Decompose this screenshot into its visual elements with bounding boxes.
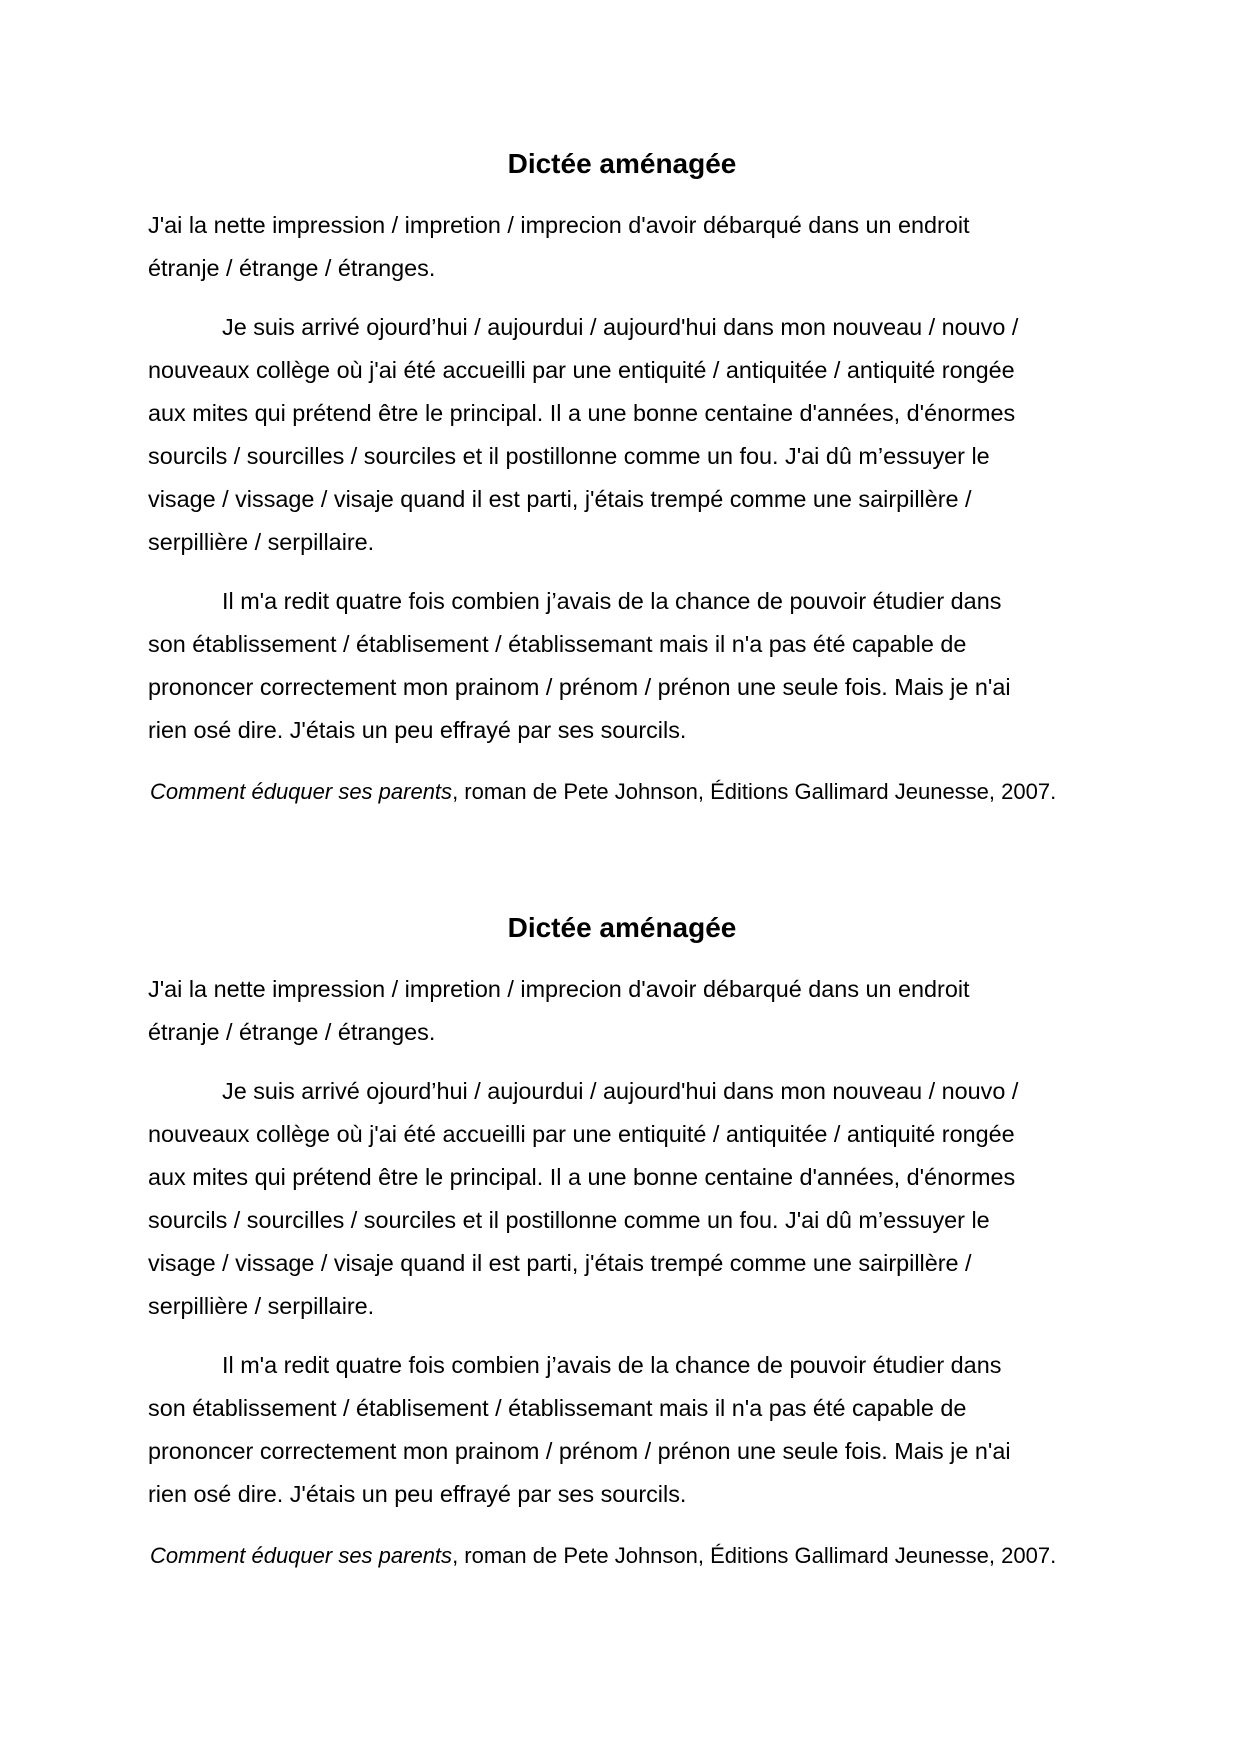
dictation-section-1 [148,142,1096,810]
text-line-indented [148,306,1096,349]
text-line: visage / vissage / visaje quand il est parti, j'étais trempé comme une sairpillère / [148,1250,972,1276]
text-line: son établissement / établisement / établissemant mais il n'a pas été capable de [148,1395,967,1421]
citation-details: , roman de Pete Johnson, Éditions Gallimard Jeunesse, 2007. [452,779,1057,804]
text-line: aux mites qui prétend être le principal. Il a une bonne centaine d'années, d'énormes [148,1164,1016,1190]
text-line: Il m'a redit quatre fois combien j’avais de la chance de pouvoir étudier dans [222,588,1002,614]
text-line: serpillière / serpillaire. [148,529,375,555]
text-line-indented [148,1070,1096,1113]
intro-paragraph [148,968,1096,1054]
paragraph-2 [148,1344,1096,1516]
text-line: prononcer correctement mon prainom / prénom / prénon une seule fois. Mais je n'ai [148,1438,1011,1464]
dictation-section-2 [148,906,1096,1574]
paragraph-1 [148,306,1096,564]
section-title: Dictée aménagée [507,912,737,943]
section-title: Dictée aménagée [507,148,737,179]
text-line: sourcils / sourcilles / sourciles et il postillonne comme un fou. J'ai dû m’essuyer le [148,443,990,469]
source-citation [148,774,1096,810]
text-line: rien osé dire. J'étais un peu effrayé par ses sourcils. [148,717,687,743]
text-line: Je suis arrivé ojourd’hui / aujourdui / aujourd'hui dans mon nouveau / nouvo / [222,314,1019,340]
text-line: J'ai la nette impression / impretion / imprecion d'avoir débarqué dans un endroit [148,976,970,1002]
text-line: serpillière / serpillaire. [148,1293,375,1319]
source-citation [148,1538,1096,1574]
text-line-indented [148,580,1096,623]
paragraph-1 [148,1070,1096,1328]
text-line: étranje / étrange / étranges. [148,1019,436,1045]
text-line: aux mites qui prétend être le principal. Il a une bonne centaine d'années, d'énormes [148,400,1016,426]
text-line: visage / vissage / visaje quand il est parti, j'étais trempé comme une sairpillère / [148,486,972,512]
text-line: sourcils / sourcilles / sourciles et il postillonne comme un fou. J'ai dû m’essuyer le [148,1207,990,1233]
text-line: Je suis arrivé ojourd’hui / aujourdui / aujourd'hui dans mon nouveau / nouvo / [222,1078,1019,1104]
book-title: Comment éduquer ses parents [150,1543,453,1568]
text-line: Il m'a redit quatre fois combien j’avais de la chance de pouvoir étudier dans [222,1352,1002,1378]
citation-details: , roman de Pete Johnson, Éditions Gallimard Jeunesse, 2007. [452,1543,1057,1568]
book-title: Comment éduquer ses parents [150,779,453,804]
text-line: nouveaux collège où j'ai été accueilli par une entiquité / antiquitée / antiquité rongée [148,357,1015,383]
paragraph-2 [148,580,1096,752]
text-line: prononcer correctement mon prainom / prénom / prénon une seule fois. Mais je n'ai [148,674,1011,700]
text-line: rien osé dire. J'étais un peu effrayé par ses sourcils. [148,1481,687,1507]
text-line-indented [148,1344,1096,1387]
text-line: nouveaux collège où j'ai été accueilli par une entiquité / antiquitée / antiquité rongée [148,1121,1015,1147]
text-line: étranje / étrange / étranges. [148,255,436,281]
text-line: son établissement / établisement / établissemant mais il n'a pas été capable de [148,631,967,657]
text-line: J'ai la nette impression / impretion / imprecion d'avoir débarqué dans un endroit [148,212,970,238]
intro-paragraph [148,204,1096,290]
